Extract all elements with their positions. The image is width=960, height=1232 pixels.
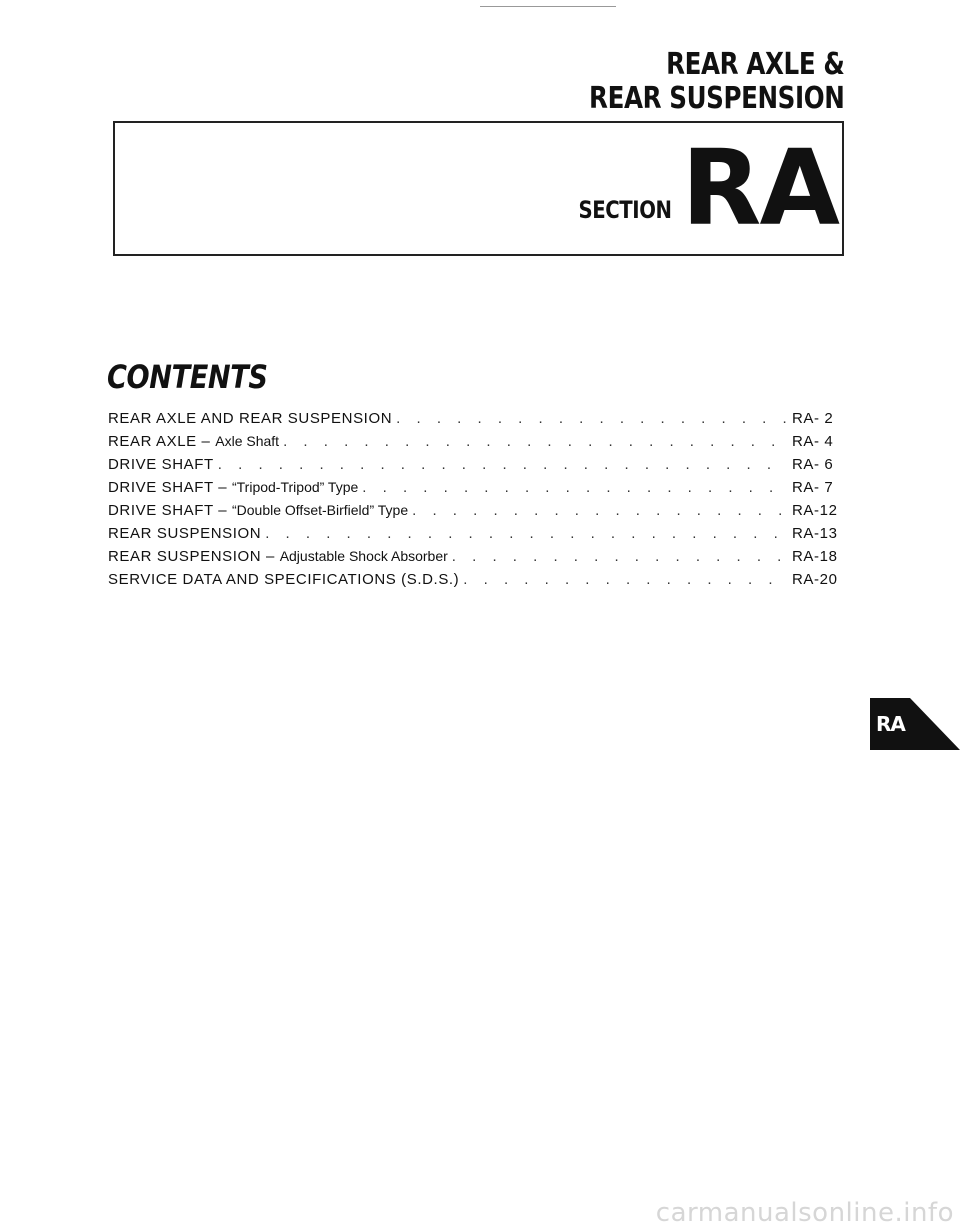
toc-item[interactable] [108, 410, 850, 433]
toc-leader-dots [396, 410, 788, 427]
toc-item-title: REAR SUSPENSION – [108, 548, 280, 565]
toc-item[interactable] [108, 479, 850, 502]
toc-item[interactable] [108, 433, 850, 456]
toc-item-title: SERVICE DATA AND SPECIFICATIONS (S.D.S.) [108, 571, 460, 588]
toc-item[interactable] [108, 571, 850, 594]
toc-item-title: DRIVE SHAFT [108, 456, 214, 473]
section-code: RA [681, 127, 838, 249]
toc-page-number: RA- 6 [792, 456, 834, 473]
toc-item-title: DRIVE SHAFT – [108, 502, 232, 519]
toc-leader-dots [362, 479, 788, 496]
toc-item-title: REAR AXLE AND REAR SUSPENSION [108, 410, 393, 427]
section-word: SECTION [578, 196, 672, 224]
toc-leader-dots [412, 502, 788, 519]
title-line-1: REAR AXLE & [665, 47, 844, 82]
toc-leader-dots [463, 571, 788, 588]
toc-item-subtitle: “Tripod-Tripod” Type [231, 479, 359, 495]
toc-item-subtitle: Adjustable Shock Absorber [279, 548, 448, 564]
section-box [113, 121, 844, 256]
toc-item[interactable] [108, 456, 850, 479]
tab-label: RA [876, 712, 905, 736]
toc-item-subtitle: Axle Shaft [215, 433, 280, 449]
watermark: carmanualsonline.info [655, 1198, 954, 1228]
toc-leader-dots [452, 548, 788, 565]
section-tab-badge [870, 698, 960, 750]
toc-item[interactable] [108, 502, 850, 525]
page-title [589, 48, 844, 116]
toc-item-title: REAR SUSPENSION [108, 525, 262, 542]
toc-leader-dots [283, 433, 788, 450]
toc-page-number: RA-20 [792, 571, 838, 588]
toc-item[interactable] [108, 548, 850, 571]
toc-item-subtitle: “Double Offset-Birfield” Type [231, 502, 409, 518]
toc-item[interactable] [108, 525, 850, 548]
toc-page-number: RA-18 [792, 548, 838, 565]
toc-leader-dots [218, 456, 788, 473]
toc-page-number: RA- 4 [792, 433, 834, 450]
toc-leader-dots [265, 525, 788, 542]
toc-page-number: RA- 2 [792, 410, 834, 427]
title-line-2: REAR SUSPENSION [588, 81, 844, 116]
toc-page-number: RA-13 [792, 525, 838, 542]
contents-heading: CONTENTS [107, 358, 268, 396]
toc-page-number: RA-12 [792, 502, 838, 519]
table-of-contents [108, 410, 850, 594]
toc-item-title: DRIVE SHAFT – [108, 479, 232, 496]
toc-item-title: REAR AXLE – [108, 433, 216, 450]
top-rule [480, 6, 616, 7]
toc-page-number: RA- 7 [792, 479, 834, 496]
